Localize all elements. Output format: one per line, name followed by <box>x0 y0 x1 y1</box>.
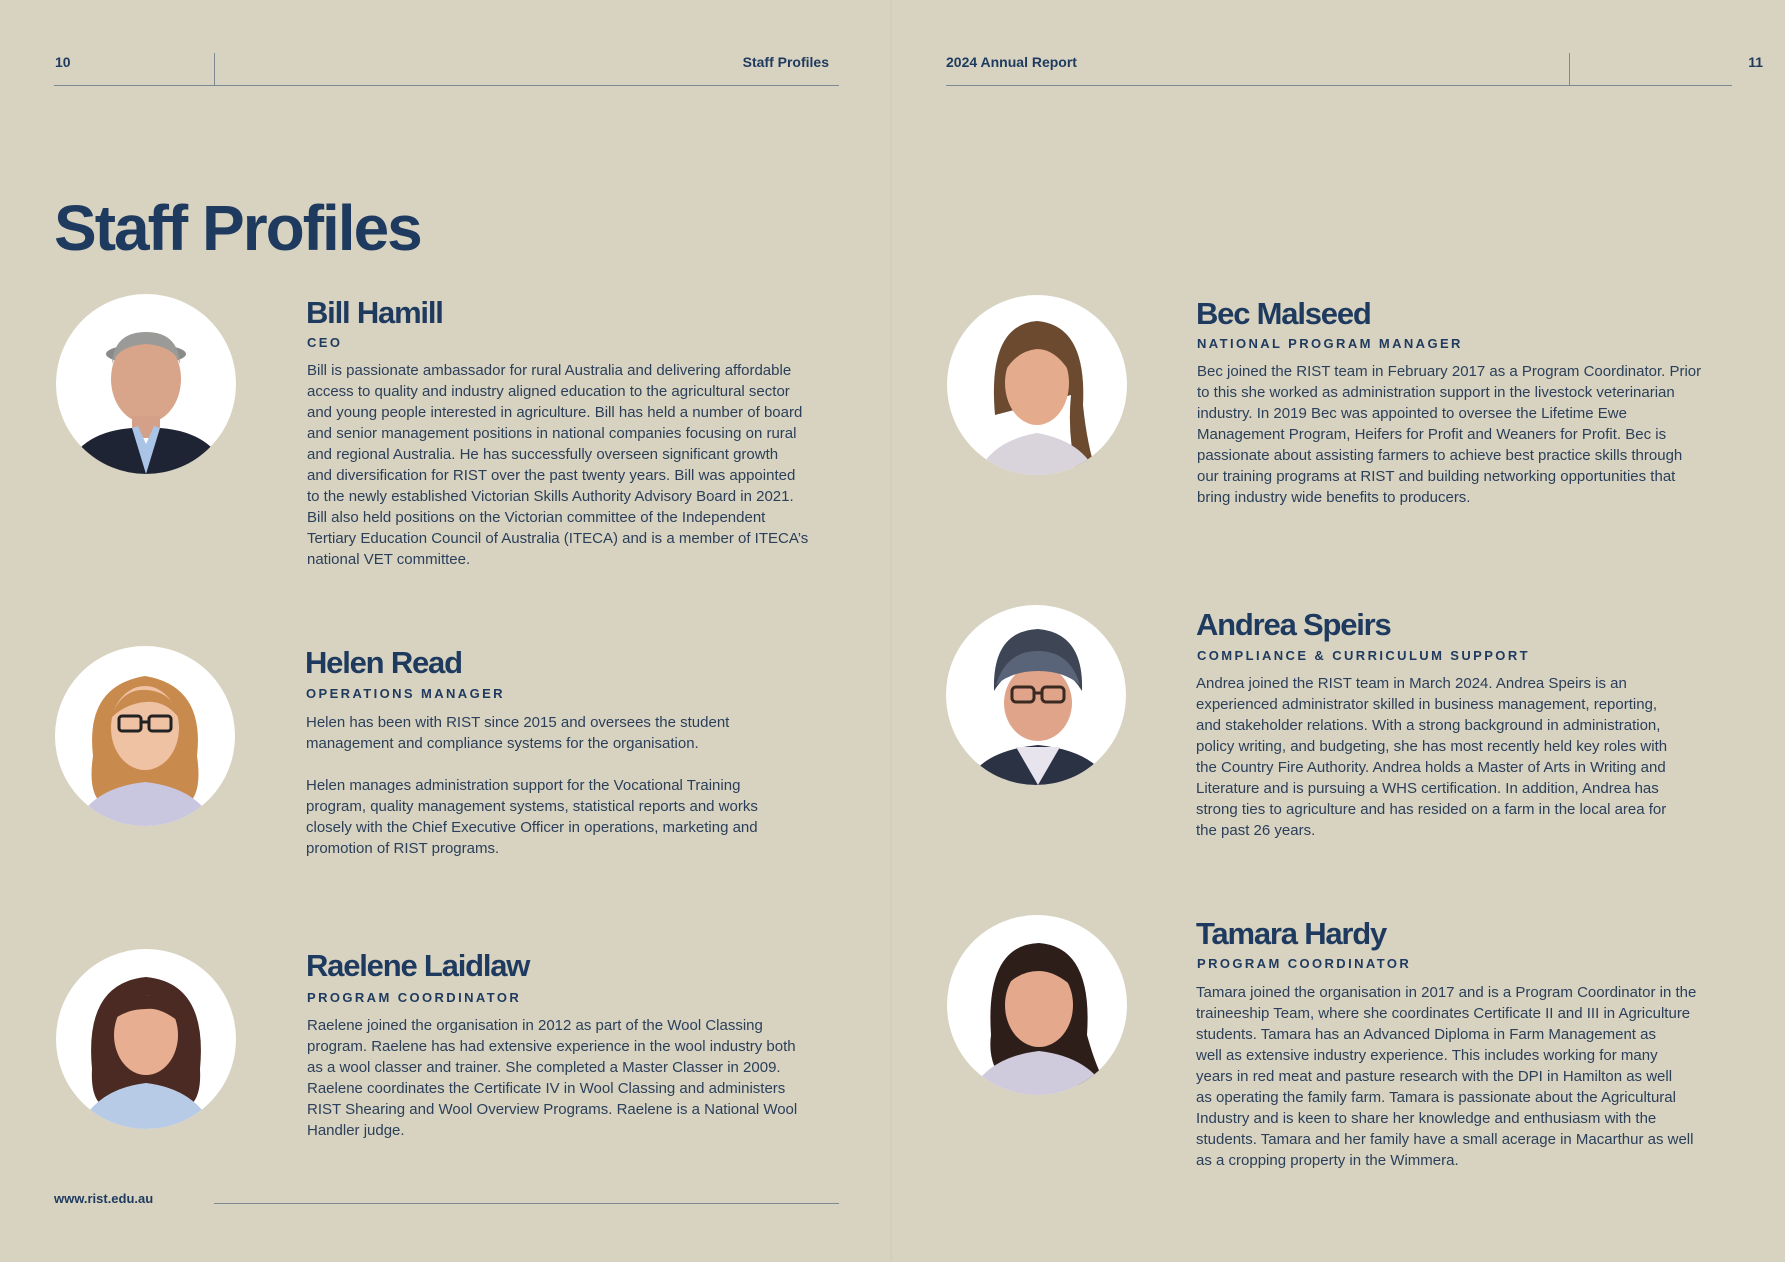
profile-name: Bill Hamill <box>306 295 443 330</box>
profile-role: PROGRAM COORDINATOR <box>307 990 522 1005</box>
profile-bio: Bec joined the RIST team in February 2017 as a Program Coordinator. Prior to this she worked as administration support in the livestock veterinarian industry. In 2019 Bec was appointed to oversee the Lifetime Ewe Management Program, Heifers for Profit and Weaners for Profit. Bec is passionate about assisting farmers to achieve best practice skills through our training programs at RIST and building networking opportunities that bring industry wide benefits to producers. <box>1197 363 1702 506</box>
profile-name: Andrea Speirs <box>1196 607 1391 642</box>
profile-role: NATIONAL PROGRAM MANAGER <box>1197 336 1463 351</box>
report-label: 2024 Annual Report <box>946 54 1077 70</box>
right-page <box>892 0 1785 1262</box>
header-rule <box>54 85 839 86</box>
profile-role: OPERATIONS MANAGER <box>306 686 505 701</box>
profile-bio: Helen has been with RIST since 2015 and oversees the student management and compliance systems for the organisation. Helen manages administration support for the Vocational Training program, quality management systems, statistical reports and works closely with the Chief Executive Officer in operations, marketing and promotion of RIST programs. <box>306 714 758 857</box>
avatar-photo <box>947 295 1127 475</box>
header-divider <box>214 53 215 86</box>
avatar-photo <box>56 294 236 474</box>
header-rule <box>946 85 1732 86</box>
profile-name: Raelene Laidlaw <box>306 948 530 983</box>
footer-rule <box>214 1203 839 1204</box>
avatar-photo <box>947 915 1127 1095</box>
profile-role: CEO <box>307 335 343 350</box>
profile-name: Tamara Hardy <box>1196 916 1387 951</box>
profile-name: Helen Read <box>305 645 462 680</box>
page-number: 11 <box>1748 54 1763 70</box>
avatar-photo <box>55 646 235 826</box>
page-title: Staff Profiles <box>54 192 421 264</box>
profile-bio: Tamara joined the organisation in 2017 and is a Program Coordinator in the traineeship Team, where she coordinates Certificate II and III in Agriculture students. Tamara has an Advanced Diploma in Farm Management as well as extensive industry experience. This includes working for many years in red meat and pasture research with the DPI in Hamilton as well as operating the family farm. Tamara is passionate about the Agricultural Industry and is keen to share her knowledge and enthusiasm with the students. Tamara and her family have a small acerage in Macarthur as well as a cropping property in the Wimmera. <box>1196 984 1697 1169</box>
header-divider <box>1569 53 1570 86</box>
section-label: Staff Profiles <box>742 54 829 70</box>
profile-bio: Raelene joined the organisation in 2012 as part of the Wool Classing program. Raelene has had extensive experience in the wool industry both as a wool classer and trainer. She completed a Master Classer in 2009. Raelene coordinates the Certificate IV in Wool Classing and administers RIST Shearing and Wool Overview Programs. Raelene is a National Wool Handler judge. <box>307 1017 798 1139</box>
avatar-photo <box>946 605 1126 785</box>
page-number: 10 <box>55 54 71 70</box>
profile-bio: Bill is passionate ambassador for rural Australia and delivering affordable access to quality and industry aligned education to the agricultural sector and young people interested in agriculture. Bill has held a number of board and senior management positions in national companies focusing on rural and regional Australia. He has successfully overseen significant growth and diversification for RIST over the past twenty years. Bill was appointed to the newly established Victorian Skills Authority Advisory Board in 2021. Bill also held positions on the Victorian committee of the Independent Tertiary Education Council of Australia (ITECA) and is a member of ITECA’s national VET committee. <box>307 362 809 568</box>
footer-url[interactable]: www.rist.edu.au <box>54 1191 154 1206</box>
left-page <box>0 0 892 1262</box>
profile-bio: Andrea joined the RIST team in March 2024. Andrea Speirs is an experienced administrator skilled in business management, reporting, and stakeholder relations. With a strong background in administration, policy writing, and budgeting, she has most recently held key roles with the Country Fire Authority. Andrea holds a Master of Arts in Writing and Literature and is pursuing a WHS certification. In addition, Andrea has strong ties to agriculture and has resided on a farm in the local area for the past 26 years. <box>1196 675 1668 839</box>
avatar-photo <box>56 949 236 1129</box>
profile-name: Bec Malseed <box>1196 296 1371 331</box>
profile-role: COMPLIANCE & CURRICULUM SUPPORT <box>1197 648 1530 663</box>
profile-role: PROGRAM COORDINATOR <box>1197 956 1412 971</box>
